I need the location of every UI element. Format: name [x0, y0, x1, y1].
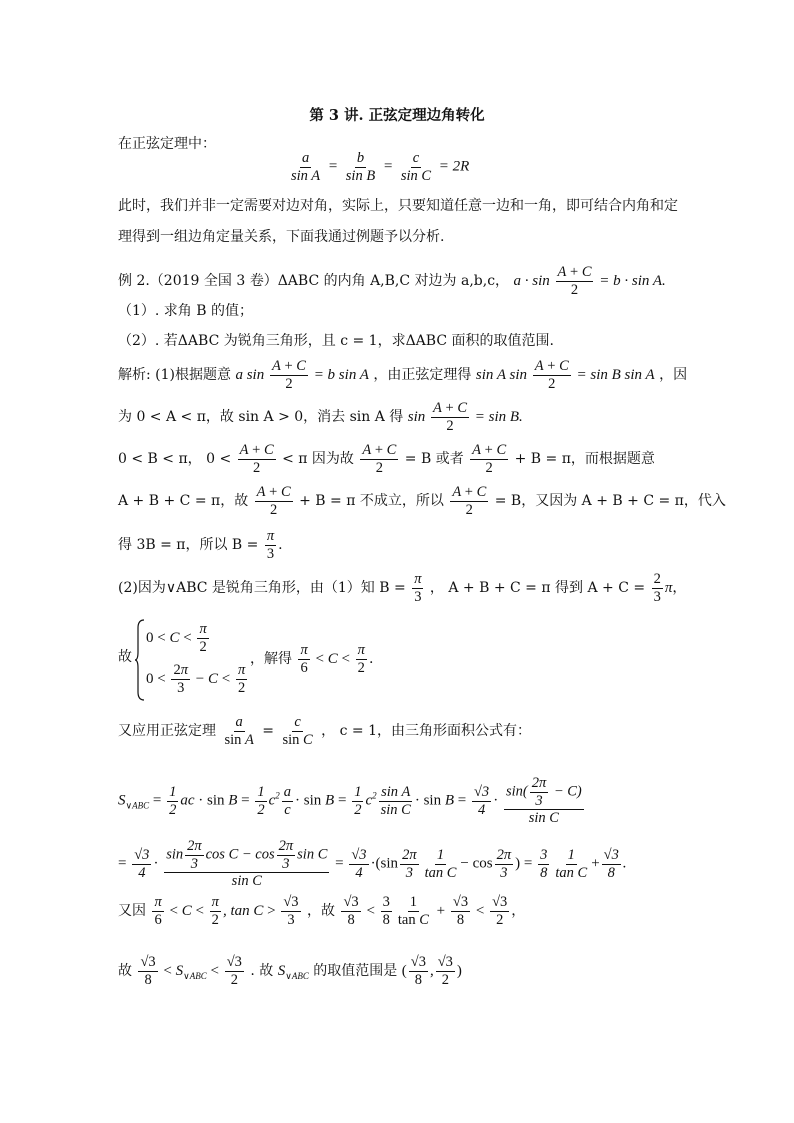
- solution-text: 解析: (1)根据题意: [118, 367, 231, 384]
- solution-text: ，由正弦定理得: [373, 367, 472, 384]
- solution-line-6: (2)因为∨ABC 是锐角三角形，由（1）知 B = $\frac{\pi}{3}$ ， A + B + C = π 得到 A + C = $\frac{2}{3}$ π，: [118, 571, 687, 605]
- solution-line-4: A + B + C = π，故 $\frac{A + C}{2}$ + B = π 不成立，所以 $\frac{A + C}{2}$ = B，又因为 A + B + C = π，代入: [118, 484, 726, 518]
- intro-paragraph-1: 此时，我们并非一定需要对边对角，实际上，只要知道任意一边和一角，即可结合内角和定: [118, 198, 678, 214]
- solution-text: A + B + C = π，故: [118, 493, 249, 510]
- solution-text: ，因: [659, 367, 688, 384]
- solution-line-3: 0 < B < π， 0 < $\frac{A + C}{2}$ < π 因为故 $\frac{A + C}{2}$ = B 或者 $\frac{A + C}{2}$ + B = π，而根据题意: [118, 442, 655, 476]
- question-2: （2）. 若ΔABC 为锐角三角形，且 c = 1，求ΔABC 面积的取值范围.: [118, 333, 554, 349]
- solution-text: 得 3B = π，所以 B =: [118, 537, 259, 554]
- page-title: 第 3 讲. 正弦定理边角转化: [309, 107, 485, 124]
- solution-line-8: 又应用正弦定理 $\frac{a}{\text{sin A}}$ = $\frac{c}{\text{sin C}}$ ， c = 1，由三角形面积公式有：: [118, 714, 532, 748]
- solution-text: 的取值范围是: [313, 963, 398, 980]
- example-header-text: 例 2.（2019 全国 3 卷）ΔABC 的内角 A,B,C 对边为 a,b,c，: [118, 273, 510, 290]
- solution-text: ， A + B + C = π 得到 A + C =: [429, 580, 646, 597]
- solution-gu: 故: [118, 649, 132, 665]
- intro-paragraph-2: 理得到一组边角定量关系，下面我通过例题予以分析.: [118, 229, 445, 245]
- area-formula-2: = $\frac{√3}{4}$ · sin $\frac{2\pi}{3}$ cos C − cos $\frac{2\pi}{3}$ sin C sin C = $\frac{√3}{4}$ ·(sin $\frac{2\pi}{3}$ $\frac{1}{\text{tan C}}$ − cos $\frac{2\pi}{3}$ ) = $\frac{3}{8}$ $\frac{1}{\text{tan C}}$ + $\frac{√3}{8}$ .: [118, 838, 627, 890]
- solution-text: 又因: [118, 903, 146, 920]
- solution-line-11: 又因 $\frac{\pi}{6}$ < C < $\frac{\pi}{2}$ , tan C > $\frac{√3}{3}$ ，故 $\frac{√3}{8}$ < $\frac{3}{8}$ $\frac{1}{\text{tan C}}$ + $\frac{√3}{8}$ < $\frac{√3}{2}$ ，: [118, 894, 526, 928]
- solution-line-12: 故 $\frac{√3}{8}$ < $S_{\vee ABC}$ < $\frac{√3}{2}$ . 故 $S_{\vee ABC}$ 的取值范围是 ( $\frac{√3}{8}$ , $\frac{√3}{2}$ ): [118, 954, 462, 988]
- intro-label: 在正弦定理中：: [118, 136, 216, 152]
- solution-text: . 故: [250, 963, 274, 980]
- question-1: （1）. 求角 B 的值；: [118, 303, 253, 319]
- solution-text: 0 < B < π， 0 <: [118, 451, 232, 468]
- solution-line-2: 为 0 < A < π，故 sin A > 0，消去 sin A 得 sin $\frac{A + C}{2}$ = sin B.: [118, 400, 523, 434]
- solution-text: + B = π 不成立，所以: [299, 493, 444, 510]
- solution-text: 又应用正弦定理: [118, 723, 216, 740]
- solution-text: 故: [118, 963, 132, 980]
- solution-text: < π 因为故: [282, 451, 354, 468]
- area-formula-1: $S_{\vee ABC}$ = $\frac{1}{2}$ ac · sin B = $\frac{1}{2}$ $c^2$ $\frac{a}{c}$ · sin B = $\frac{1}{2}$ $c^2$ $\frac{\text{sin A}}{\text{sin C}}$ · sin B = $\frac{√3}{4}$ · sin( $\frac{2\pi}{3}$ − C) sin C: [118, 775, 582, 827]
- solution-text: ，解得: [250, 651, 292, 668]
- solution-line-7: ，解得 $\frac{\pi}{6}$ < C < $\frac{\pi}{2}$ .: [250, 642, 374, 676]
- solution-line-1: 解析: (1)根据题意 a sin $\frac{A + C}{2}$ = b sin A ，由正弦定理得 sin A sin $\frac{A + C}{2}$ = sin B sin A ，因: [118, 358, 688, 392]
- sine-law-formula: $\frac{a}{\text{sin A}}$ = $\frac{b}{\text{sin B}}$ = $\frac{c}{\text{sin C}}$ = 2R: [291, 150, 470, 184]
- example-header: 例 2.（2019 全国 3 卷）ΔABC 的内角 A,B,C 对边为 a,b,c， a · sin $\frac{A + C}{2}$ = b · sin A.: [118, 264, 666, 298]
- solution-text: = B，又因为 A + B + C = π，代入: [494, 493, 726, 510]
- solution-text: ， c = 1，由三角形面积公式有：: [321, 723, 532, 740]
- solution-text: 为 0 < A < π，故 sin A > 0，消去 sin A 得: [118, 409, 404, 426]
- left-brace: [134, 618, 146, 702]
- inequality-1: 0 < C < $\frac{\pi}{2}$: [146, 621, 207, 655]
- inequality-2: 0 < $\frac{2\pi}{3}$ − C < $\frac{\pi}{2}$: [146, 662, 246, 696]
- solution-line-5: 得 3B = π，所以 B = $\frac{\pi}{3}$ .: [118, 528, 283, 562]
- solution-text: (2)因为∨ABC 是锐角三角形，由（1）知 B =: [118, 580, 406, 597]
- solution-text: + B = π，而根据题意: [514, 451, 655, 468]
- solution-text: = B 或者: [404, 451, 464, 468]
- solution-text: ，故: [307, 903, 336, 920]
